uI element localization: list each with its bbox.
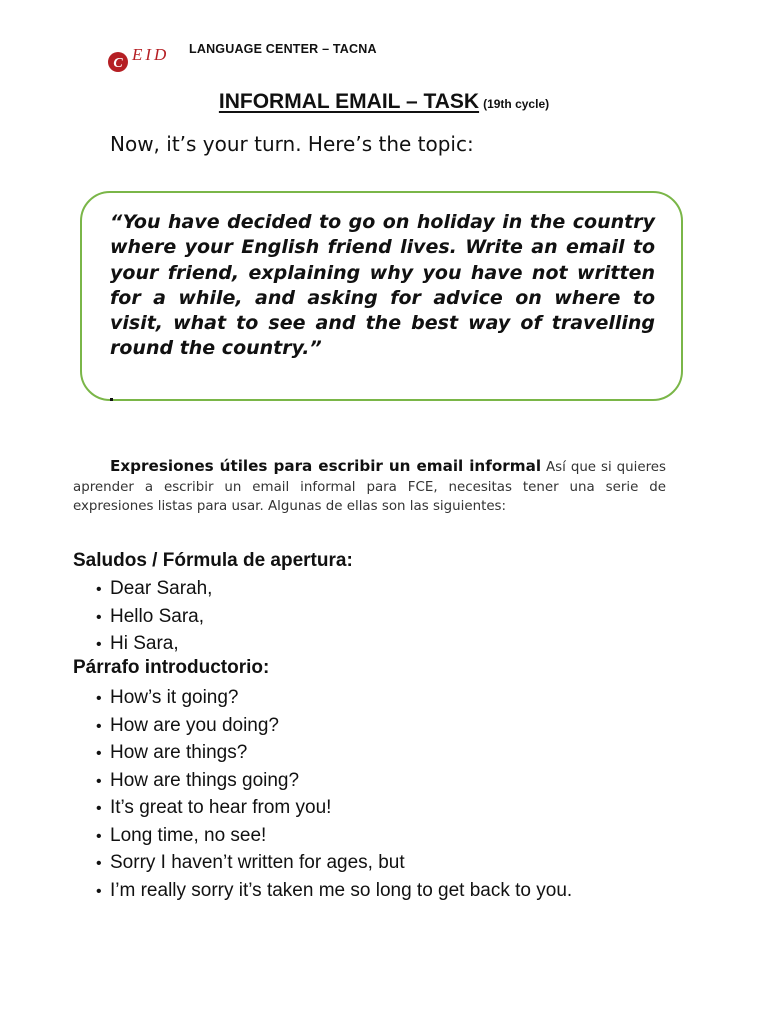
stray-dot: [110, 398, 113, 401]
bullet-icon: •: [96, 690, 102, 707]
list-item: [96, 849, 572, 877]
bullet-icon: •: [96, 772, 102, 790]
bullet-icon: •: [96, 745, 102, 762]
bullet-icon: •: [96, 855, 102, 872]
intro-paragraph-heading: Párrafo introductorio:: [73, 657, 270, 678]
greetings-heading: Saludos / Fórmula de apertura:: [73, 550, 353, 571]
bullet-icon: •: [96, 608, 102, 626]
organization-name: LANGUAGE CENTER – TACNA: [189, 42, 377, 56]
list-item: [96, 877, 572, 905]
list-item-text: Dear Sarah,: [110, 578, 213, 599]
intro-phrases-list: [96, 684, 572, 904]
expressions-lead: Expresiones útiles para escribir un email informal: [110, 457, 542, 475]
list-item: [96, 794, 572, 822]
title-line: [0, 90, 768, 114]
bullet-icon: •: [96, 636, 102, 653]
bullet-icon: •: [96, 800, 102, 817]
list-item: [96, 684, 572, 712]
list-item: [96, 712, 572, 740]
intro-text: Now, it’s your turn. Here’s the topic:: [110, 132, 474, 156]
list-item: [96, 767, 572, 795]
bullet-icon: •: [96, 882, 102, 900]
list-item: [96, 575, 212, 603]
ceid-logo: [106, 40, 180, 76]
bullet-icon: •: [96, 827, 102, 845]
list-item: [96, 603, 212, 631]
list-item: [96, 822, 572, 850]
logo-rest-letters: EID: [132, 45, 170, 64]
page-subtitle: (19th cycle): [483, 97, 550, 111]
greetings-list: [96, 575, 212, 658]
list-item: [96, 630, 212, 658]
list-item-text: How are things going?: [110, 769, 300, 791]
list-item-text: Sorry I haven’t written for ages, but: [110, 852, 405, 873]
list-item-text: Hi Sara,: [110, 633, 179, 654]
topic-text: “You have decided to go on holiday in the country where your English friend lives. Write an email to your friend, explaining why you have not written for a while, and asking for advice on where to visit, what to see and the best way of travelling round the country.”: [110, 211, 655, 360]
list-item-text: It’s great to hear from you!: [110, 797, 332, 818]
expressions-body: Así que si quieres aprender a escribir un email informal para FCE, necesitas tener una serie de expresiones listas para usar. Algunas de ellas son las siguientes:: [73, 460, 667, 514]
list-item: [96, 739, 572, 767]
logo-c-letter: C: [113, 56, 123, 71]
list-item-text: How are things?: [110, 742, 248, 763]
list-item-text: How are you doing?: [110, 714, 279, 736]
bullet-icon: •: [96, 581, 102, 598]
list-item-text: Hello Sara,: [110, 605, 204, 627]
bullet-icon: •: [96, 717, 102, 735]
list-item-text: I’m really sorry it’s taken me so long to get back to you.: [110, 879, 573, 901]
list-item-text: How’s it going?: [110, 687, 239, 708]
list-item-text: Long time, no see!: [110, 824, 267, 846]
expressions-paragraph: [73, 457, 666, 517]
page-title: INFORMAL EMAIL – TASK: [218, 90, 480, 113]
